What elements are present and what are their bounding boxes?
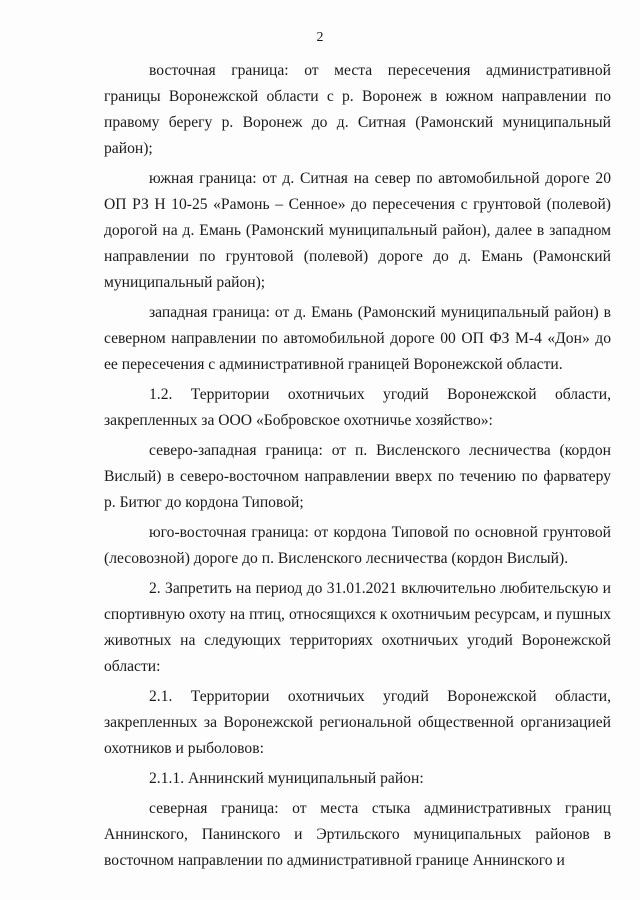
paragraph-northwest-border: северо-западная граница: от п. Висленского лесничества (кордон Вислый) в северо-восточном направлении вверх по течению по фарватеру р. Битюг до кордона Типовой; xyxy=(104,442,611,511)
paragraph-northern-border: северная граница: от места стыка административных границ Аннинского, Панинского и Эртильского муниципальных районов в восточном направлении по административной границе Аннинского и xyxy=(104,800,611,869)
paragraph-section-2-1: 2.1. Территории охотничьих угодий Воронежской области, закрепленных за Воронежской региональной общественной организацией охотников и рыболовов: xyxy=(104,688,611,757)
paragraph-western-border: западная граница: от д. Емань (Рамонский муниципальный район) в северном направлении по автомобильной дороге 00 ОП ФЗ М-4 «Дон» до ее пересечения с административной границей Воронежской области. xyxy=(104,304,611,373)
paragraph-southeast-border: юго-восточная граница: от кордона Типовой по основной грунтовой (лесовозной) дороге до п. Висленского лесничества (кордон Вислый). xyxy=(104,524,611,567)
paragraph-southern-border: южная граница: от д. Ситная на север по автомобильной дороге 20 ОП РЗ Н 10-25 «Рамонь – Сенное» до пересечения с грунтовой (полевой) дорогой на д. Емань (Рамонский муниципальный район), далее в западном направлении по грунтовой (полевой) дороге до д. Емань (Рамонский муниципальный район); xyxy=(104,170,611,291)
paragraph-section-2-1-1: 2.1.1. Аннинский муниципальный район: xyxy=(149,770,424,787)
page-number: 2 xyxy=(316,30,324,45)
paragraph-eastern-border: восточная граница: от места пересечения административной границы Воронежской области с р. Воронеж в южном направлении по правому берегу р. Воронеж до д. Ситная (Рамонский муниципальный район); xyxy=(104,62,611,157)
paragraph-section-2: 2. Запретить на период до 31.01.2021 включительно любительскую и спортивную охоту на птиц, относящихся к охотничьим ресурсам, и пушных животных на следующих территориях охотничьих угодий Воронежской области: xyxy=(104,580,611,675)
document-body xyxy=(104,58,611,878)
paragraph-section-1-2: 1.2. Территории охотничьих угодий Воронежской области, закрепленных за ООО «Бобровское охотничье хозяйство»: xyxy=(104,386,611,429)
